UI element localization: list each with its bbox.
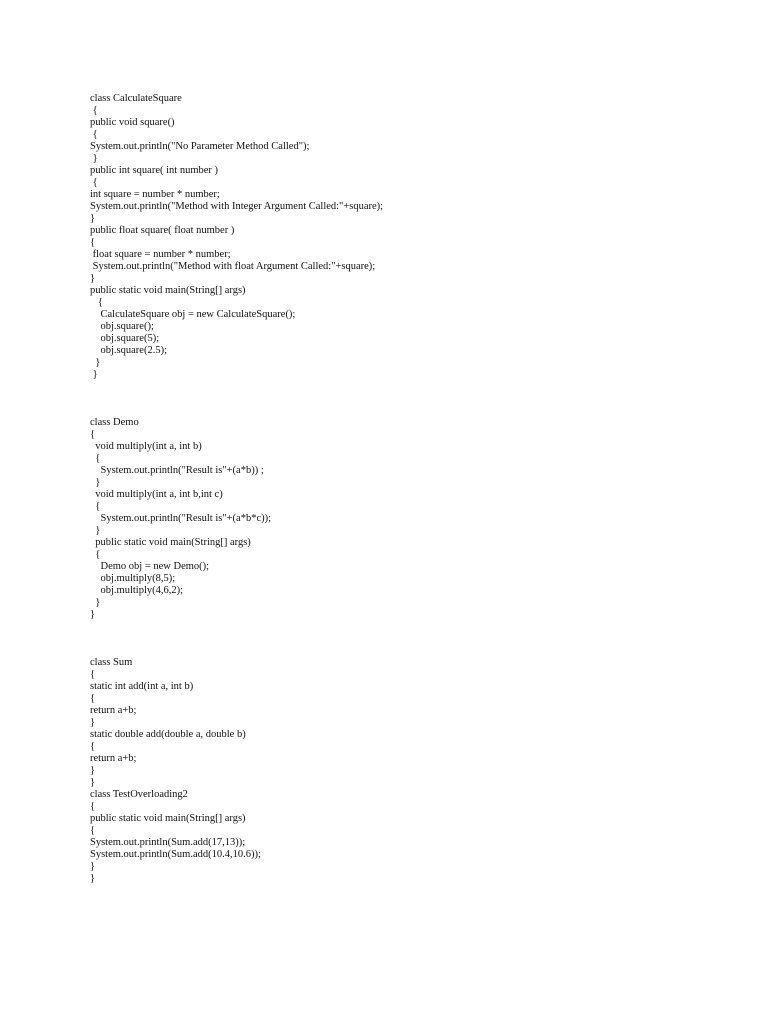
code-line: obj.multiply(8,5);	[90, 573, 176, 584]
code-line: {	[90, 825, 96, 836]
code-line: {	[90, 129, 98, 140]
code-line: return a+b;	[90, 705, 137, 716]
code-line: public static void main(String[] args)	[90, 813, 246, 824]
code-line: System.out.println("Result is"+(a*b*c));	[90, 513, 272, 524]
code-line: class Demo	[90, 417, 139, 428]
code-line: }	[90, 477, 101, 488]
code-line: int square = number * number;	[90, 189, 220, 200]
code-line: CalculateSquare obj = new CalculateSquare();	[90, 309, 296, 320]
code-line: void multiply(int a, int b,int c)	[90, 489, 223, 500]
code-line: }	[90, 765, 96, 776]
code-line: }	[90, 213, 96, 224]
code-line: System.out.println(Sum.add(17,13));	[90, 837, 246, 848]
code-line: {	[90, 237, 96, 248]
code-line: }	[90, 597, 101, 608]
code-line: System.out.println("Method with float Argument Called:"+square);	[90, 261, 376, 272]
code-line: {	[90, 549, 101, 560]
code-block-demo	[90, 417, 730, 621]
code-line: public static void main(String[] args)	[90, 285, 246, 296]
code-line: {	[90, 177, 98, 188]
code-line: obj.multiply(4,6,2);	[90, 585, 184, 596]
code-line: static double add(double a, double b)	[90, 729, 246, 740]
code-line: }	[90, 369, 98, 380]
code-line: {	[90, 105, 98, 116]
code-line: System.out.println("No Parameter Method Called");	[90, 141, 310, 152]
code-line: obj.square();	[90, 321, 154, 332]
code-line: }	[90, 153, 98, 164]
code-line: }	[90, 357, 101, 368]
code-line: {	[90, 741, 96, 752]
code-line: class Sum	[90, 657, 133, 668]
code-line: }	[90, 873, 96, 884]
code-line: void multiply(int a, int b)	[90, 441, 202, 452]
code-line: public float square( float number )	[90, 225, 235, 236]
code-line: {	[90, 501, 101, 512]
code-line: public int square( int number )	[90, 165, 219, 176]
code-line: {	[90, 693, 96, 704]
code-line: return a+b;	[90, 753, 137, 764]
code-block-sum	[90, 657, 730, 885]
code-line: static int add(int a, int b)	[90, 681, 194, 692]
code-line: Demo obj = new Demo();	[90, 561, 210, 572]
code-line: System.out.println(Sum.add(10.4,10.6));	[90, 849, 261, 860]
code-line: }	[90, 609, 96, 620]
code-line: }	[90, 861, 96, 872]
code-line: }	[90, 777, 96, 788]
code-line: class TestOverloading2	[90, 789, 188, 800]
code-line: {	[90, 429, 96, 440]
code-line: float square = number * number;	[90, 249, 231, 260]
code-line: {	[90, 297, 103, 308]
code-line: }	[90, 273, 96, 284]
code-line: System.out.println("Method with Integer Argument Called:"+square);	[90, 201, 384, 212]
code-line: System.out.println("Result is"+(a*b)) ;	[90, 465, 264, 476]
code-line: public void square()	[90, 117, 175, 128]
code-line: {	[90, 453, 101, 464]
code-line: {	[90, 669, 96, 680]
code-line: }	[90, 717, 96, 728]
code-line: obj.square(2.5);	[90, 345, 167, 356]
code-line: obj.square(5);	[90, 333, 160, 344]
code-block-calculate-square	[90, 93, 730, 381]
code-line: public static void main(String[] args)	[90, 537, 251, 548]
code-line: {	[90, 801, 96, 812]
document-page	[90, 93, 730, 885]
code-line: }	[90, 525, 101, 536]
code-line: class CalculateSquare	[90, 93, 182, 104]
